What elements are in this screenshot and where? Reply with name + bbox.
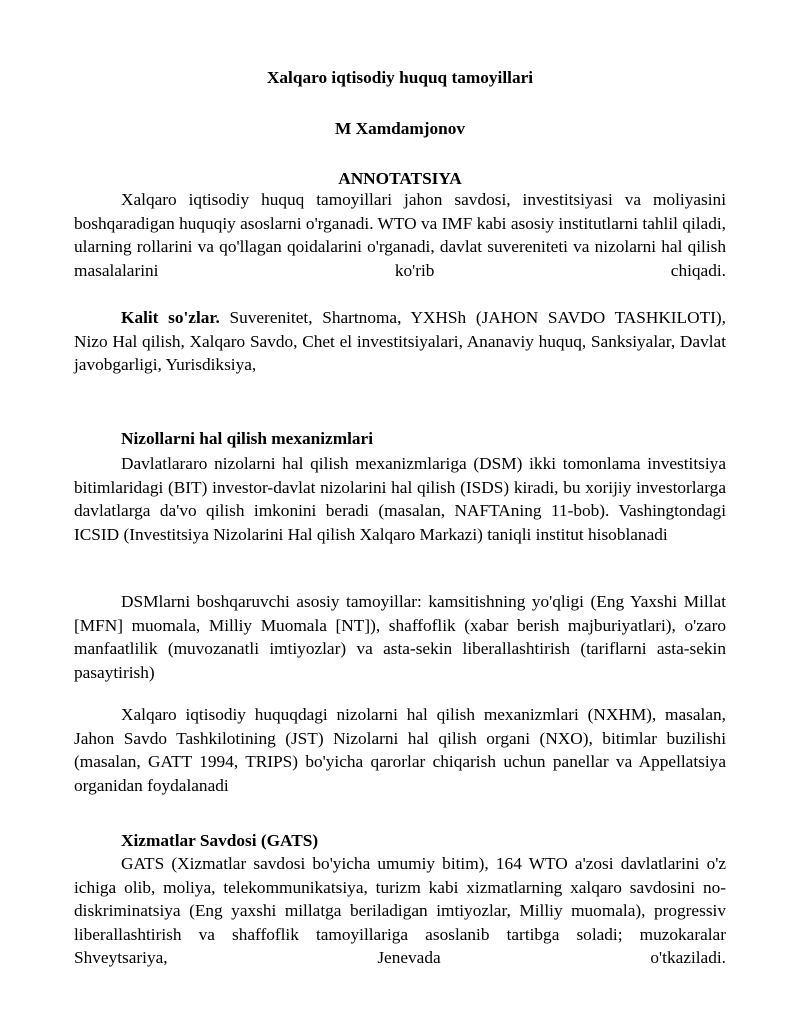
section1-paragraph-3: Xalqaro iqtisodiy huquqdagi nizolarni hal qilish mexanizmlari (NXHM), masalan, Jahon Savdo Tashkilotining (JST) Nizolarni hal qilish organi (NXO), bitimlar buzilishi (masalan, GATT 1994, TRIPS) bo'yicha qarorlar chiqarish uchun panellar va Appellatsiya organidan foydalanadi xyxy=(74,705,726,795)
keywords-text: Suverenitet, Shartnoma, YXHSh (JAHON SAVDO TASHKILOTI), Nizo Hal qilish, Xalqaro Savdo, Chet el investitsiyalari, Ananaviy huquq, Sanksiyalar, Davlat javobgarligi, Yurisdiksiya, xyxy=(74,308,726,375)
section-heading-dispute-settlement: Nizollarni hal qilish mexanizmlari xyxy=(121,429,374,448)
section1-paragraph-1: Davlatlararo nizolarni hal qilish mexanizmlariga (DSM) ikki tomonlama investitsiya bitimlaridagi (BIT) investor-davlat nizolarini hal qilish (ISDS) kiradi, bu xorijiy investorlarga davlatlarga da'vo qilish imkonini beradi (masalan, NAFTAning 11-bob). Vashingtondagi ICSID (Investitsiya Nizolarini Hal qilish Xalqaro Markazi) taniqli institut hisoblanadi xyxy=(74,454,726,544)
section2-paragraph-1: GATS (Xizmatlar savdosi bo'yicha umumiy bitim), 164 WTO a'zosi davlatlarini o'z ichiga olib, moliya, telekommunikatsiya, turizm kabi xizmatlarning xalqaro savdosini no-diskriminatsiya (Eng yaxshi millatga beriladigan imtiyozlar, Milliy muomala), progressiv liberallashtirish va shaffoflik tamoyillariga asoslanib tartibga soladi; muzokaralar Shveytsariya, Jenevada o'tkaziladi. xyxy=(74,854,726,968)
keywords-paragraph xyxy=(74,306,726,377)
section1-paragraph-2: DSMlarni boshqaruvchi asosiy tamoyillar: kamsitishning yo'qligi (Eng Yaxshi Millat [MFN] muomala, Milliy Muomala [NT]), shaffoflik (xabar berish majburiyatlari), o'zaro manfaatlilik (muvozanatli imtiyozlar) va asta-sekin liberallashtirish (tariflarni asta-sekin pasaytirish) xyxy=(74,592,726,682)
keywords-label: Kalit so'zlar. xyxy=(121,308,220,327)
annotation-paragraph: Xalqaro iqtisodiy huquq tamoyillari jahon savdosi, investitsiyasi va moliyasini boshqaradigan huquqiy asoslarni o'rganadi. WTO va IMF kabi asosiy institutlarni tahlil qiladi, ularning rollarini va qo'llagan qoidalarini o'rganadi, davlat suvereniteti va nizolarni hal qilish masalalarini ko'rib chiqadi. xyxy=(74,190,726,280)
document-author: M Xamdamjonov xyxy=(334,119,466,138)
section-heading-gats: Xizmatlar Savdosi (GATS) xyxy=(121,831,319,850)
annotation-heading: ANNOTATSIYA xyxy=(338,169,462,188)
document-title: Xalqaro iqtisodiy huquq tamoyillari xyxy=(266,68,534,87)
